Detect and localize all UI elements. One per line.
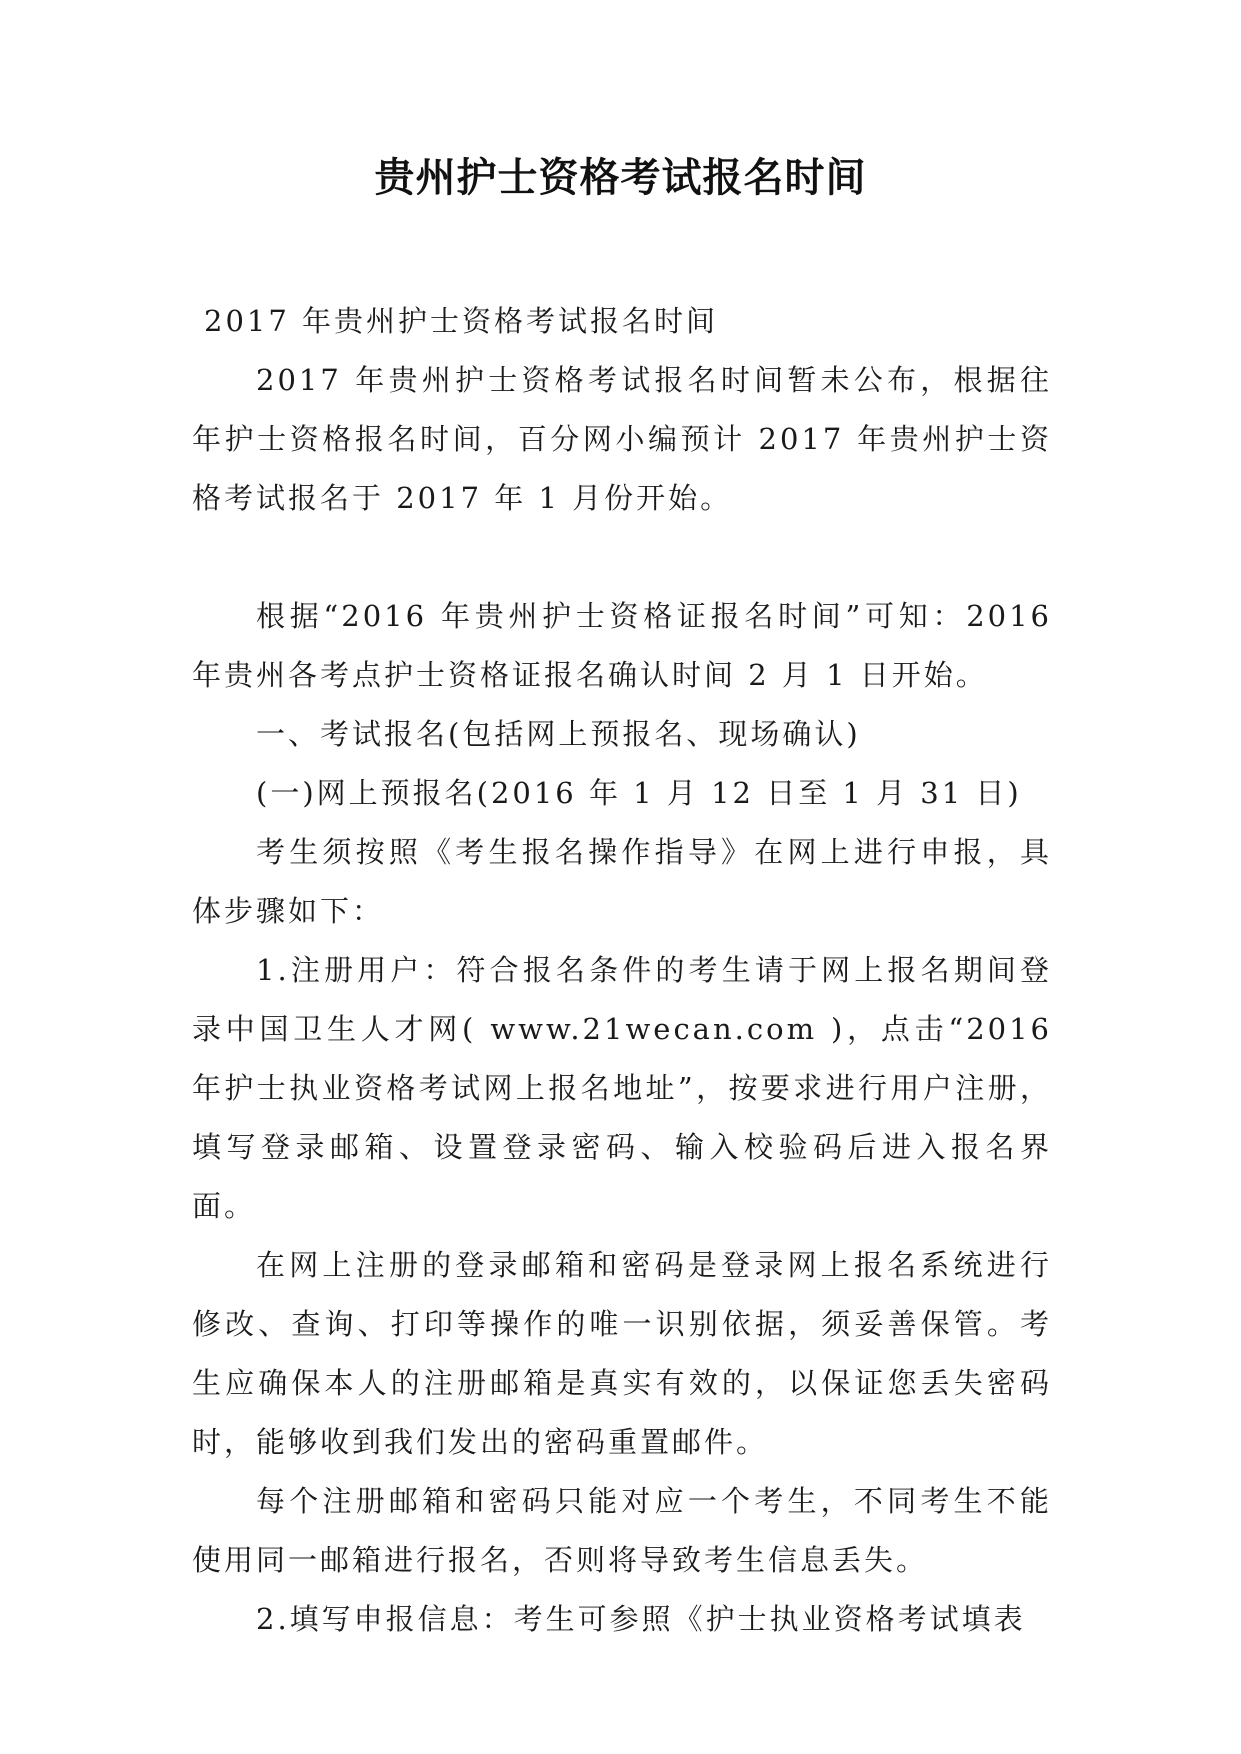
paragraph-4: 1.注册用户：符合报名条件的考生请于网上报名期间登录中国卫生人才网( www.21wecan.com )，点击“2016 年护士执业资格考试网上报名地址”，按要求进行用户注册，填写登录邮箱、设置登录密码、输入校验码后进入报名界面。 (192, 953, 1052, 1223)
paragraph-5: 在网上注册的登录邮箱和密码是登录网上报名系统进行修改、查询、打印等操作的唯一识别依据，须妥善保管。考生应确保本人的注册邮箱是真实有效的，以保证您丢失密码时，能够收到我们发出的密码重置邮件。 (192, 1248, 1052, 1459)
paragraph-1: 2017 年贵州护士资格考试报名时间暂未公布，根据往年护士资格报名时间，百分网小编预计 2017 年贵州护士资格考试报名于 2017 年 1 月份开始。 (192, 363, 1052, 515)
section-heading: 一、考试报名(包括网上预报名、现场确认) (256, 717, 861, 751)
paragraph-3: 考生须按照《考生报名操作指导》在网上进行申报，具体步骤如下： (192, 835, 1052, 928)
document-title: 贵州护士资格考试报名时间 (374, 155, 867, 201)
document-body (192, 292, 1052, 1649)
paragraph-2: 根据“2016 年贵州护士资格证报名时间”可知：2016 年贵州各考点护士资格证报名确认时间 2 月 1 日开始。 (192, 599, 1052, 692)
paragraph-6: 每个注册邮箱和密码只能对应一个考生，不同考生不能使用同一邮箱进行报名，否则将导致考生信息丢失。 (192, 1484, 1052, 1577)
subsection-heading: (一)网上预报名(2016 年 1 月 12 日至 1 月 31 日) (256, 776, 1022, 810)
document-subtitle: 2017 年贵州护士资格考试报名时间 (204, 304, 719, 338)
paragraph-spacer (192, 528, 1052, 587)
paragraph-7: 2.填写申报信息：考生可参照《护士执业资格考试填表 (256, 1602, 1026, 1636)
